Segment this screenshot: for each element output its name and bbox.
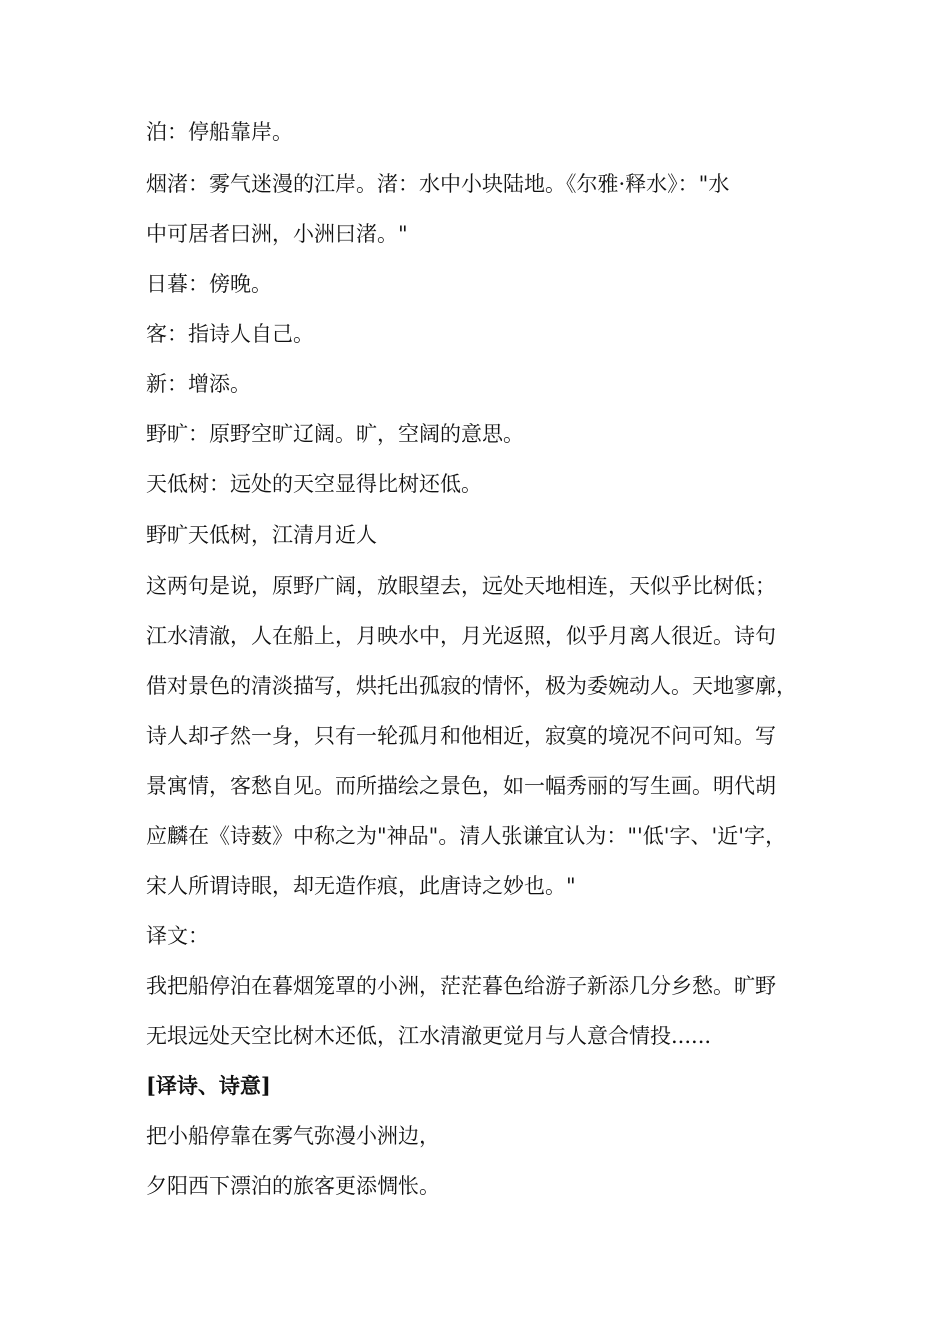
text-line: 烟渚：雾气迷漫的江岸。渚：水中小块陆地。《尔雅·释水》："水 <box>146 172 730 196</box>
text-line: 野旷：原野空旷辽阔。旷，空阔的意思。 <box>146 422 524 446</box>
text-line: 借对景色的清淡描写，烘托出孤寂的情怀，极为委婉动人。天地寥廓， <box>146 674 797 698</box>
text-line: 把小船停靠在雾气弥漫小洲边， <box>146 1124 440 1148</box>
text-line: 江水清澈，人在船上，月映水中，月光返照，似乎月离人很近。诗句 <box>146 624 776 648</box>
text-line: 应麟在《诗薮》中称之为"神品"。清人张谦宜认为："'低'字、'近'字， <box>146 824 787 848</box>
text-line: 日暮：傍晚。 <box>146 272 272 296</box>
text-line: 这两句是说，原野广阔，放眼望去，远处天地相连，天似乎比树低； <box>146 574 776 598</box>
section-label: 译文： <box>146 924 209 948</box>
section-heading: [译诗、诗意] <box>146 1073 271 1098</box>
text-line: 客：指诗人自己。 <box>146 322 314 346</box>
text-line: 景寓情，客愁自见。而所描绘之景色，如一幅秀丽的写生画。明代胡 <box>146 774 776 798</box>
text-line: 泊：停船靠岸。 <box>146 120 293 144</box>
text-line: 宋人所谓诗眼，却无造作痕，此唐诗之妙也。" <box>146 874 576 898</box>
text-line: 我把船停泊在暮烟笼罩的小洲，茫茫暮色给游子新添几分乡愁。旷野 <box>146 974 776 998</box>
text-line: 新：增添。 <box>146 372 251 396</box>
text-line: 天低树：远处的天空显得比树还低。 <box>146 472 482 496</box>
text-line: 野旷天低树，江清月近人 <box>146 523 377 547</box>
text-line: 中可居者曰洲，小洲曰渚。" <box>146 222 408 246</box>
text-line: 无垠远处天空比树木还低，江水清澈更觉月与人意合情投...... <box>146 1024 712 1048</box>
text-line: 诗人却孑然一身，只有一轮孤月和他相近，寂寞的境况不问可知。写 <box>146 724 776 748</box>
text-line: 夕阳西下漂泊的旅客更添惆怅。 <box>146 1174 440 1198</box>
